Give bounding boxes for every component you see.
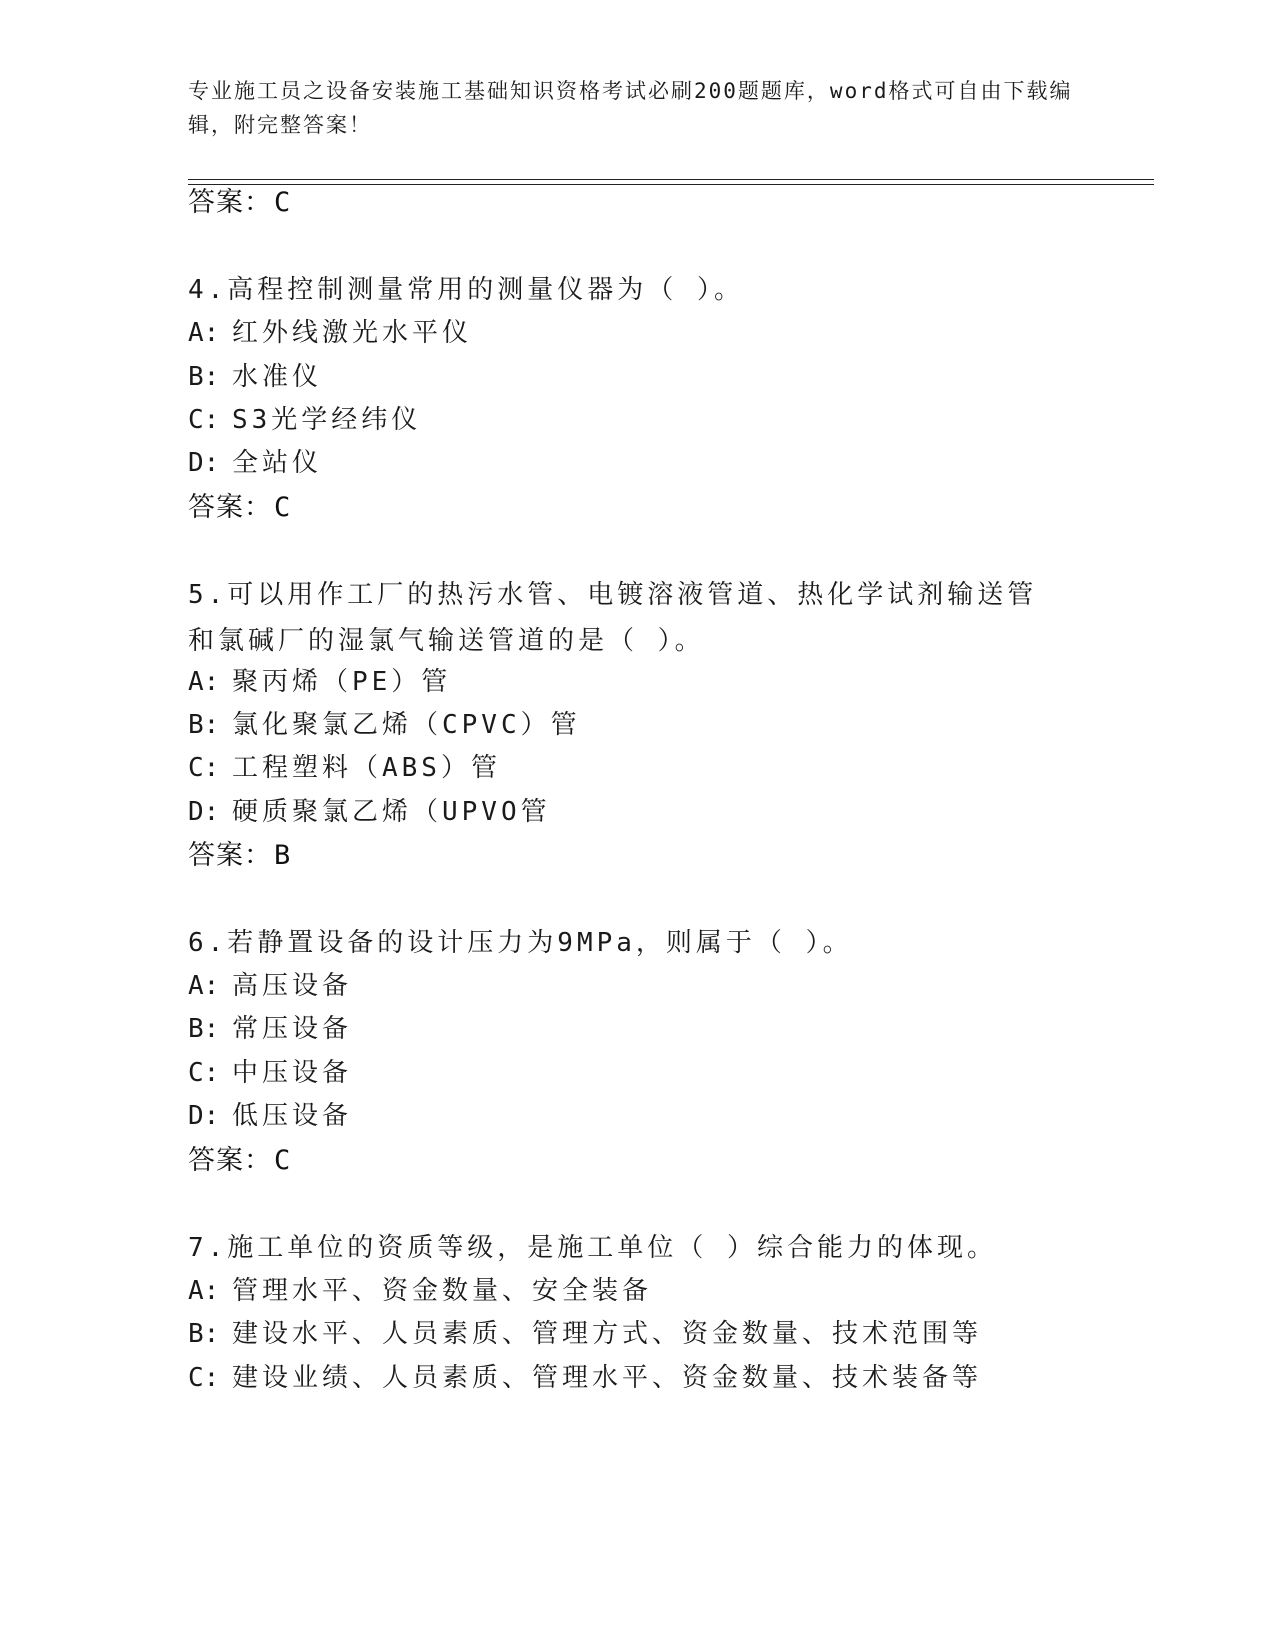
answer-label: 答案： [188,1145,272,1175]
option-key: C: [188,1058,220,1088]
option-text: S3光学经纬仪 [232,405,422,435]
answer-value: C [274,492,292,523]
option-b [188,1007,352,1051]
option-b [188,703,581,747]
option-key: C: [188,1363,220,1393]
option-d [188,790,551,834]
answer-line [188,1142,291,1179]
option-key: B: [188,710,220,740]
option-text: 建设水平、人员素质、管理方式、资金数量、技术范围等 [232,1319,983,1349]
answer-label: 答案： [188,840,272,870]
option-b [188,1312,982,1356]
answer-line [188,837,291,874]
option-text: 中压设备 [232,1058,353,1088]
option-text: 全站仪 [232,448,323,478]
option-text: 红外线激光水平仪 [232,318,473,348]
option-text: 管理水平、资金数量、安全装备 [232,1276,653,1306]
option-a [188,660,451,704]
option-key: B: [188,362,220,392]
option-key: C: [188,405,220,435]
option-d [188,1094,352,1138]
answer-label: 答案： [188,187,272,217]
option-key: D: [188,1101,220,1131]
option-text: 常压设备 [232,1014,353,1044]
option-a [188,1269,652,1313]
option-c [188,398,421,442]
answer-line [188,184,291,221]
question-stem: 4.高程控制测量常用的测量仪器为（ ）。 [188,275,744,305]
option-key: C: [188,753,220,783]
document-header: 专业施工员之设备安装施工基础知识资格考试必刷200题题库，word格式可自由下载编辑，附完整答案！ [188,79,1073,137]
option-c [188,1051,352,1095]
option-a [188,311,472,355]
option-a [188,964,352,1008]
option-text: 工程塑料（ABS）管 [232,753,501,783]
answer-value: C [274,187,292,218]
option-b [188,355,322,399]
answer-line [188,489,291,526]
option-c [188,746,501,790]
option-text: 建设业绩、人员素质、管理水平、资金数量、技术装备等 [232,1363,983,1393]
option-key: A: [188,971,220,1001]
question-stem: 7.施工单位的资质等级，是施工单位（ ）综合能力的体现。 [188,1233,997,1263]
option-text: 聚丙烯（PE）管 [232,667,452,697]
header-rule-top [188,179,1154,180]
question-stem: 6.若静置设备的设计压力为9MPa，则属于（ ）。 [188,928,853,958]
option-key: B: [188,1319,220,1349]
option-key: D: [188,448,220,478]
option-key: A: [188,318,220,348]
option-text: 氯化聚氯乙烯（CPVC）管 [232,710,581,740]
answer-value: C [274,1145,292,1176]
option-key: D: [188,797,220,827]
option-text: 水准仪 [232,362,323,392]
option-text: 硬质聚氯乙烯（UPVO管 [232,797,551,827]
question-stem: 5.可以用作工厂的热污水管、电镀溶液管道、热化学试剂输送管和氯碱厂的湿氯气输送管道的是（ ）。 [188,580,1038,656]
option-text: 低压设备 [232,1101,353,1131]
header-rule-bottom [188,184,1154,185]
option-key: A: [188,1276,220,1306]
option-text: 高压设备 [232,971,353,1001]
answer-value: B [274,840,292,871]
answer-label: 答案： [188,492,272,522]
option-c [188,1356,982,1400]
option-d [188,441,322,485]
option-key: A: [188,667,220,697]
option-key: B: [188,1014,220,1044]
